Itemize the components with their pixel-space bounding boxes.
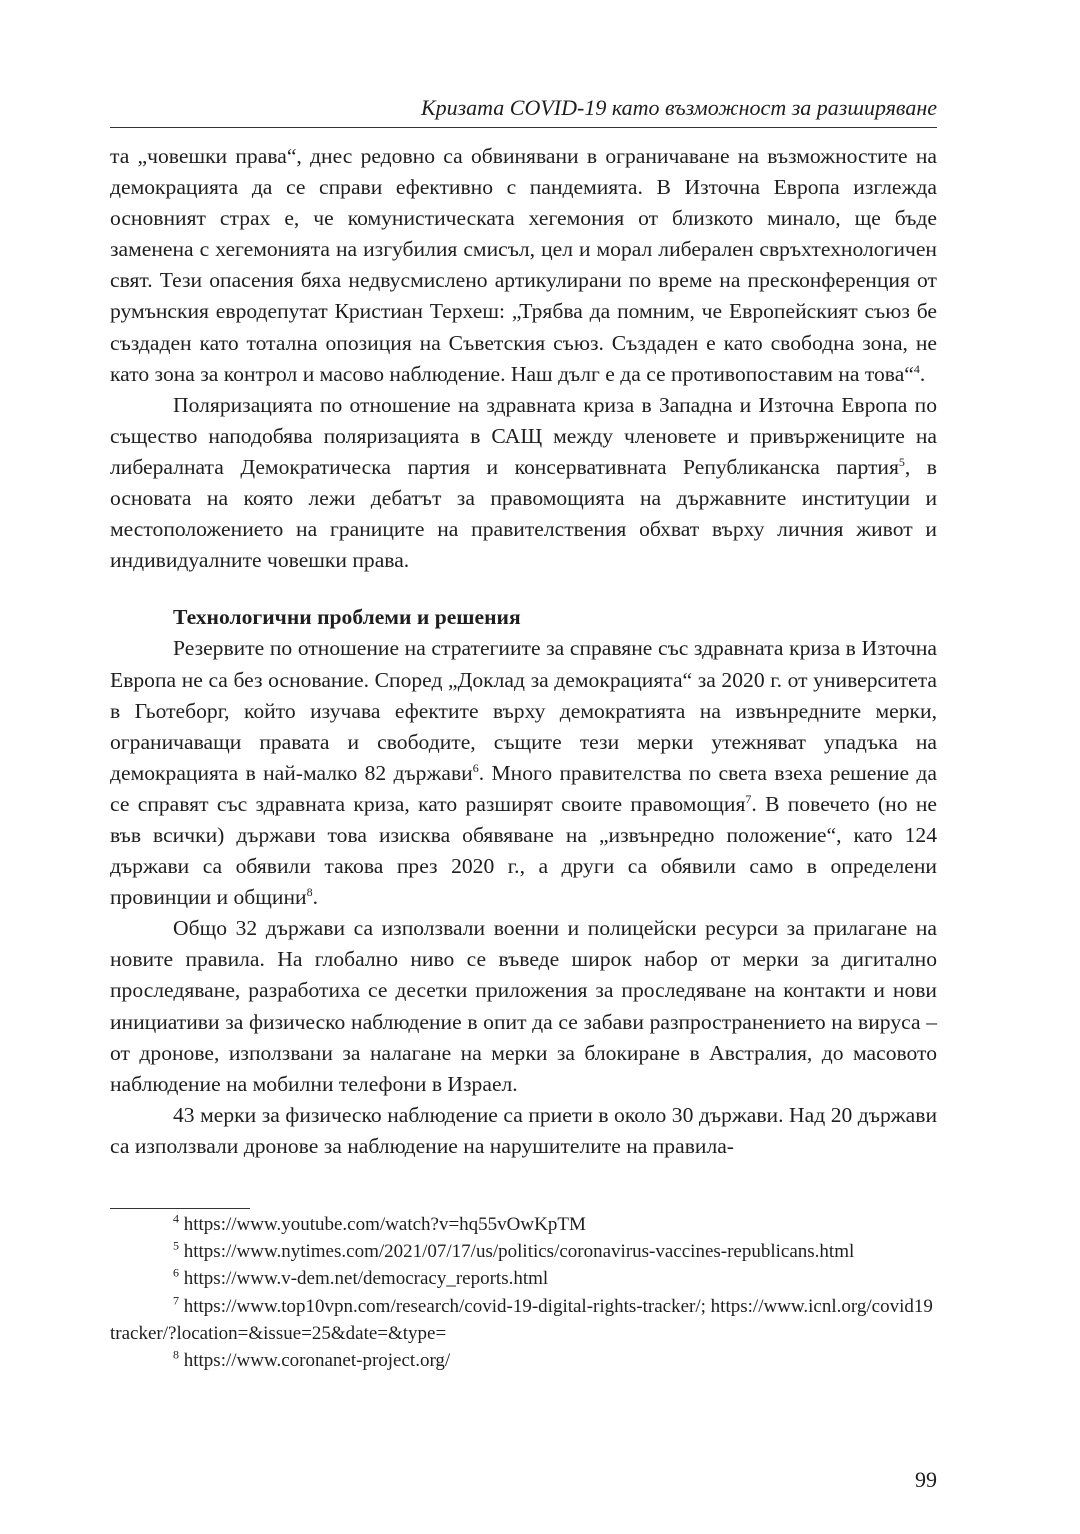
section-heading: Технологични проблеми и решения xyxy=(173,605,521,630)
paragraph-5: 43 мерки за физическо наблюдение са приети в около 30 държави. Над 20 държави са използвали дронове за наблюдение на нарушителите на правила- xyxy=(110,1102,937,1158)
paragraph-4: Общо 32 държави са използвали военни и полицейски ресурси за прилагане на новите правила. На глобално ниво се въведе широк набор от мерки за дигитално проследяване, разработиха се десетки приложения за проследяване на контакти и нови инициативи за физическо наблюдение в опит да се забави разпространението на вируса – от дронове, използвани за налагане на мерки за блокиране в Австралия, до масовото наблюдение на мобилни телефони в Израел. xyxy=(110,916,937,1096)
header-rule xyxy=(110,127,937,128)
paragraph-1-end: . xyxy=(919,361,926,386)
footnote-link[interactable]: https://www.youtube.com/watch?v=hq55vOwKpTM xyxy=(183,1214,586,1235)
footnote-link[interactable]: https://www.top10vpn.com/research/covid-19-digital-rights-tracker/; https://www.icnl.org/covid19tracker/?location=&issue=25&date=&type= xyxy=(110,1295,933,1344)
footnote-link[interactable]: https://www.nytimes.com/2021/07/17/us/politics/coronavirus-vaccines-republicans.html xyxy=(183,1241,855,1263)
paragraph-3-text-d: . xyxy=(312,885,318,910)
footnote-mark: 8 xyxy=(173,1347,179,1362)
footnote-5 xyxy=(110,1238,937,1265)
page-number: 99 xyxy=(915,1467,937,1492)
paragraph-3-text-b: . Много правителства по света взеха решение да се справят със здравната криза, като разширят своите правомощия xyxy=(110,760,937,816)
paragraph-3-text-c: . В повечето (но не във всички) държави това изисква обявяване на „извънредно положение“, като 124 държави са обявили такова през 2020 г., а други са обявили само в определени провинции и общини xyxy=(110,791,937,910)
footnote-link[interactable]: https://www.v-dem.net/democracy_reports.html xyxy=(183,1268,549,1290)
footnote-8 xyxy=(110,1347,937,1374)
footnote-ref-7[interactable]: 7 xyxy=(745,791,752,806)
footnote-ref-6[interactable]: 6 xyxy=(472,760,479,775)
paragraph-2-text-b: , в основата на която лежи дебатът за правомощията на държавните институции и местоположението на границите на правителствения обхват върху личния живот и индивидуалните човешки права. xyxy=(110,454,937,573)
paragraph-2 xyxy=(110,390,937,577)
footnote-link[interactable]: https://www.coronanet-project.org/ xyxy=(183,1350,451,1372)
footnote-mark: 4 xyxy=(173,1211,179,1226)
body-text xyxy=(110,141,937,1162)
running-header: Кризата COVID-19 като възможност за разширяване xyxy=(420,95,937,120)
paragraph-1 xyxy=(110,141,937,390)
footnote-6 xyxy=(110,1265,937,1292)
footnote-7 xyxy=(110,1293,937,1347)
footnote-ref-8[interactable]: 8 xyxy=(306,884,313,899)
footnote-ref-5[interactable]: 5 xyxy=(898,454,905,469)
paragraph-3-text-a: Резервите по отношение на стратегиите за справяне със здравната криза в Източна Европа не са без основание. Според „Доклад за демокрацията“ за 2020 г. от университета в Гьотеборг, който изучава ефектите върху демократията на извънредните мерки, ограничаващи правата и свободите, същите тези мерки утежняват упадъка на демокрацията в най-малко 82 държави xyxy=(110,636,937,785)
footnote-mark: 6 xyxy=(173,1266,179,1281)
paragraph-2-text-a: Поляризацията по отношение на здравната криза в Западна и Източна Европа по същество наподобява поляризацията в САЩ между членовете и привържениците на либералната Демократическа партия и консервативната Републиканска партия xyxy=(110,392,937,479)
footnote-rule xyxy=(110,1208,250,1209)
footnote-mark: 5 xyxy=(173,1238,179,1253)
footnote-ref-4[interactable]: 4 xyxy=(913,361,920,376)
footnote-4 xyxy=(110,1211,937,1238)
paragraph-3 xyxy=(110,633,937,913)
paragraph-1-text: та „човешки права“, днес редовно са обвинявани в ограничаване на възможностите на демокрацията да се справи ефективно с пандемията. В Източна Европа изглежда основният страх е, че комунистическата хегемония от близкото минало, ще бъде заменена с хегемонията на изгубилия смисъл, цел и морал либерален свръхтехнологичен свят. Тези опасения бяха недвусмислено артикулирани по време на пресконференция от румънския евродепутат Кристиан Терхеш: „Трябва да помним, че Европейският съюз бе създаден като тотална опозиция на Съветския съюз. Създаден е като свободна зона, не като зона за контрол и масово наблюдение. Наш дълг е да се противопоставим на това“ xyxy=(110,144,937,386)
footnote-mark: 7 xyxy=(173,1293,179,1308)
footnotes xyxy=(110,1211,937,1374)
